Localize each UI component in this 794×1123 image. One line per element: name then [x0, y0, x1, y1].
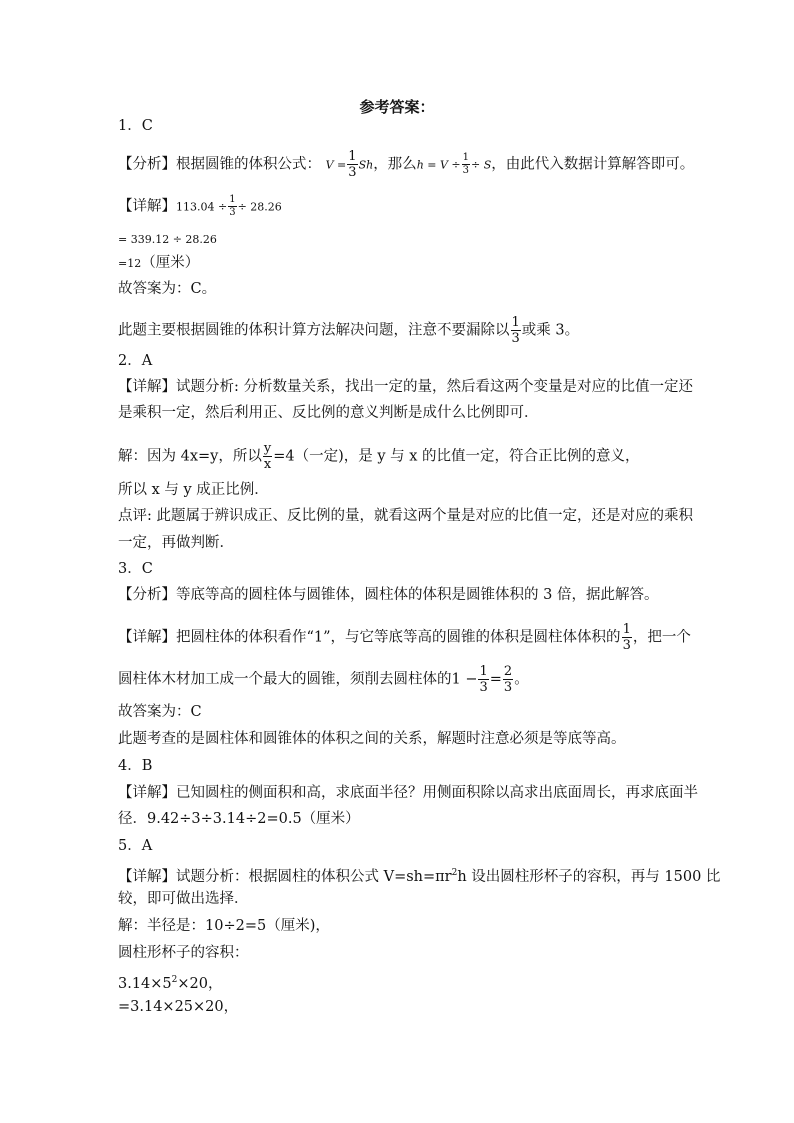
fraction-one-third-note: $\frac{1}{3}$ — [511, 315, 520, 346]
calc-line-1b: ÷ 28.26 — [237, 200, 282, 214]
q3-line-2: 圆柱体木材加工成一个最大的圆锥，须削去圆柱体的1 − $\frac{1}{3}$ = $\frac{2}{3}$ 。 — [118, 664, 529, 695]
q1-note: 此题主要根据圆锥的体积计算方法解决问题，注意不要漏除以 $\frac{1}{3}$ 或乘 3。 — [118, 315, 580, 346]
q2-answer: 2．A — [118, 353, 153, 369]
analysis-text-b: ，那么 — [373, 156, 417, 173]
q5-line-6: =3.14×25×20， — [118, 999, 239, 1015]
fraction-one-third-expr: $\frac{1}{3}$ — [479, 664, 488, 695]
q4-line-1: 【详解】已知圆柱的侧面积和高，求底面半径？用侧面积除以高求出底面周长，再求底面半 — [118, 785, 698, 801]
q5-line-2: 较，即可做出选择． — [118, 891, 249, 907]
fraction-y-over-x: $\frac{y}{x}$ — [263, 441, 272, 472]
q3-analysis: 【分析】等底等高的圆柱体与圆锥体，圆柱体的体积是圆锥体积的 3 倍，据此解答。 — [118, 587, 659, 603]
q5-line-1: 【详解】试题分析：根据圆柱的体积公式 $V=sh=\pi r^2h$ 设出圆柱形杯子的容积，再与 1500 比 — [118, 868, 721, 885]
q3-note: 此题考查的是圆柱体和圆锥体的体积之间的关系，解题时注意必须是等底等高。 — [118, 731, 626, 747]
q3-answer: 3．C — [118, 561, 153, 577]
formula-sh: Sh — [358, 158, 374, 172]
fraction-one-third-calc: $\frac{1}{3}$ — [229, 194, 236, 218]
calc-line-3: =12（厘米） — [118, 255, 200, 271]
q2-line-3: 解：因为 4x=y，所以 $\frac{y}{x}$ =4（一定)，是 y 与 x 的比值一定，符合正比例的意义， — [118, 441, 640, 472]
fraction-two-thirds: $\frac{2}{3}$ — [503, 664, 513, 695]
q2-line-5: 点评: 此题属于辨识成正、反比例的量，就看这两个量是对应的比值一定，还是对应的乘积 — [118, 508, 693, 524]
analysis-tag: 【分析】 — [118, 156, 176, 173]
fraction-one-third-small: $\frac{1}{3}$ — [462, 152, 470, 176]
fraction-one-third-q3: $\frac{1}{3}$ — [622, 622, 631, 653]
q2-line-4: 所以 x 与 y 成正比例． — [118, 482, 269, 498]
q5-line-5: $3.14\times 5^2\times 20$， — [118, 975, 223, 992]
q2-line-2: 是乘积一定，然后利用正、反比例的意义判断是成什么比例即可． — [118, 405, 539, 421]
formula-height: h = V ÷ — [416, 158, 461, 172]
formula-volume: V = — [325, 158, 347, 172]
q1-answer: 1．C — [118, 118, 153, 134]
q5-line-3: 解：半径是：10÷2=5（厘米)， — [118, 918, 330, 934]
q1-analysis — [118, 150, 694, 179]
analysis-text-a: 根据圆锥的体积公式： — [176, 156, 321, 173]
detail-tag: 【详解】 — [118, 198, 176, 215]
q4-line-2: 径．9.42÷3÷3.14÷2=0.5（厘米） — [118, 811, 360, 827]
page-title: 参考答案： — [359, 98, 435, 116]
fraction-one-third: $\frac{1}{3}$ — [348, 149, 357, 180]
calc-line-2: = 339.12 ÷ 28.26 — [118, 233, 217, 246]
formula-divide-s: ÷ S — [471, 158, 492, 172]
q4-answer: 4．B — [118, 758, 153, 774]
q5-answer: 5．A — [118, 838, 153, 854]
q2-line-6: 一定，再做判断． — [118, 535, 234, 551]
q1-detail — [118, 195, 282, 218]
q1-conclusion: 故答案为：C。 — [118, 281, 217, 297]
analysis-text-c: ，由此代入数据计算解答即可。 — [491, 156, 695, 173]
q3-detail: 【详解】把圆柱体的体积看作“1”，与它等底等高的圆锥的体积是圆柱体体积的 $\frac{1}{3}$ ，把一个 — [118, 622, 691, 653]
q2-line-1: 【详解】试题分析: 分析数量关系，找出一定的量，然后看这两个变量是对应的比值一定还 — [118, 379, 693, 395]
q3-conclusion: 故答案为：C — [118, 704, 202, 720]
calc-line-1a: 113.04 ÷ — [176, 200, 228, 214]
q5-line-4: 圆柱形杯子的容积： — [118, 945, 249, 961]
